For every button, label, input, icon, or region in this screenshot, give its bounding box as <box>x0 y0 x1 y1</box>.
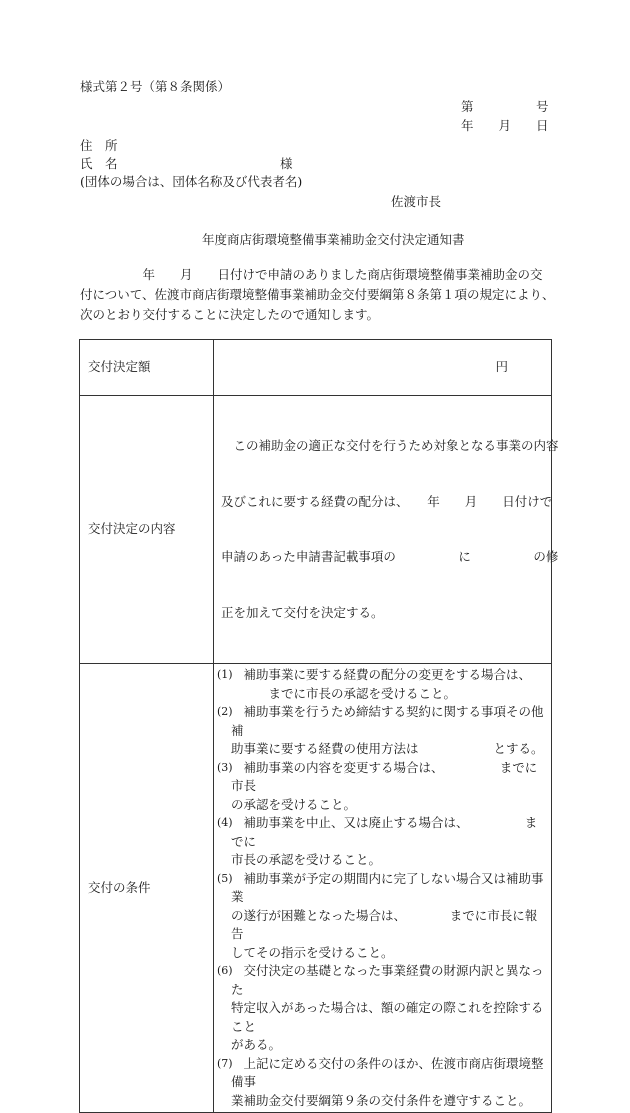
condition-text: 補助事業に要する経費の配分の変更をする場合は、 までに市長の承認を受けること。 <box>243 667 532 701</box>
issuer: 佐渡市長 <box>391 194 442 209</box>
condition-item <box>217 814 547 870</box>
condition-text: 補助事業が予定の期間内に完了しない場合又は補助事業 の遂行が困難となった場合は、 までに市長に報告 してその指示を受けること。 <box>231 870 544 960</box>
form-number: 様式第２号（第８条関係） <box>80 79 231 94</box>
condition-number: (6) <box>217 964 233 977</box>
body-line: 年 月 日付けで申請のありました商店街環境整備事業補助金の交 <box>80 267 543 282</box>
condition-item <box>217 666 547 703</box>
organization-note: (団体の場合は、団体名称及び代表者名) <box>80 174 303 189</box>
content-line: 正を加えて交付を決定する。 <box>221 604 384 620</box>
amount-label: 交付決定額 <box>80 340 214 396</box>
condition-item <box>217 962 547 1055</box>
content-line: 及びこれに要する経費の配分は、 年 月 日付けで <box>221 493 553 509</box>
condition-item <box>217 703 547 759</box>
condition-item <box>217 1055 547 1111</box>
condition-item <box>217 870 547 963</box>
conditions-cell <box>214 664 552 1113</box>
name-label: 氏 名 様 <box>80 156 293 171</box>
document-date: 年 月 日 <box>461 118 549 133</box>
condition-text: 補助事業を行うため締結する契約に関する事項その他補 助事業に要する経費の使用方法は とする。 <box>231 704 544 756</box>
body-line: 付について、佐渡市商店街環境整備事業補助金交付要綱第８条第１項の規定により、 <box>80 287 555 302</box>
amount-value: 円 <box>214 340 552 396</box>
content-line: この補助金の適正な交付を行うため対象となる事業の内容 <box>221 438 559 453</box>
address-label: 住 所 <box>80 138 118 153</box>
body-line: 次のとおり交付することに決定したので通知します。 <box>80 307 380 322</box>
condition-text: 補助事業を中止、又は廃止する場合は、 までに 市長の承認を受けること。 <box>231 815 538 867</box>
condition-item <box>217 759 547 815</box>
condition-number: (1) <box>217 668 233 681</box>
conditions-label: 交付の条件 <box>80 664 214 1113</box>
condition-text: 交付決定の基礎となった事業経費の財源内訳と異なった 特定収入があった場合は、額の確定の際これを控除すること がある。 <box>231 963 544 1052</box>
content-row <box>80 396 552 664</box>
content-cell <box>214 396 559 664</box>
condition-number: (3) <box>217 760 233 774</box>
conditions-row <box>80 664 552 1113</box>
content-line: 申請のあった申請書記載事項の に の修 <box>221 549 559 564</box>
content-text <box>214 396 559 663</box>
condition-number: (7) <box>217 1056 233 1070</box>
condition-text: 補助事業の内容を変更する場合は、 までに市長 の承認を受けること。 <box>231 759 538 812</box>
grant-decision-table <box>79 339 559 1113</box>
condition-number: (2) <box>217 705 233 718</box>
document-title: 年度商店街環境整備事業補助金交付決定通知書 <box>202 232 465 247</box>
condition-text: 上記に定める交付の条件のほか、佐渡市商店街環境整備事 業補助金交付要綱第９条の交付条件を遵守すること。 <box>231 1055 544 1108</box>
amount-row <box>80 340 552 396</box>
condition-number: (4) <box>217 816 233 829</box>
condition-number: (5) <box>217 871 233 885</box>
content-label: 交付決定の内容 <box>80 396 214 664</box>
document-number: 第 号 <box>461 99 549 114</box>
